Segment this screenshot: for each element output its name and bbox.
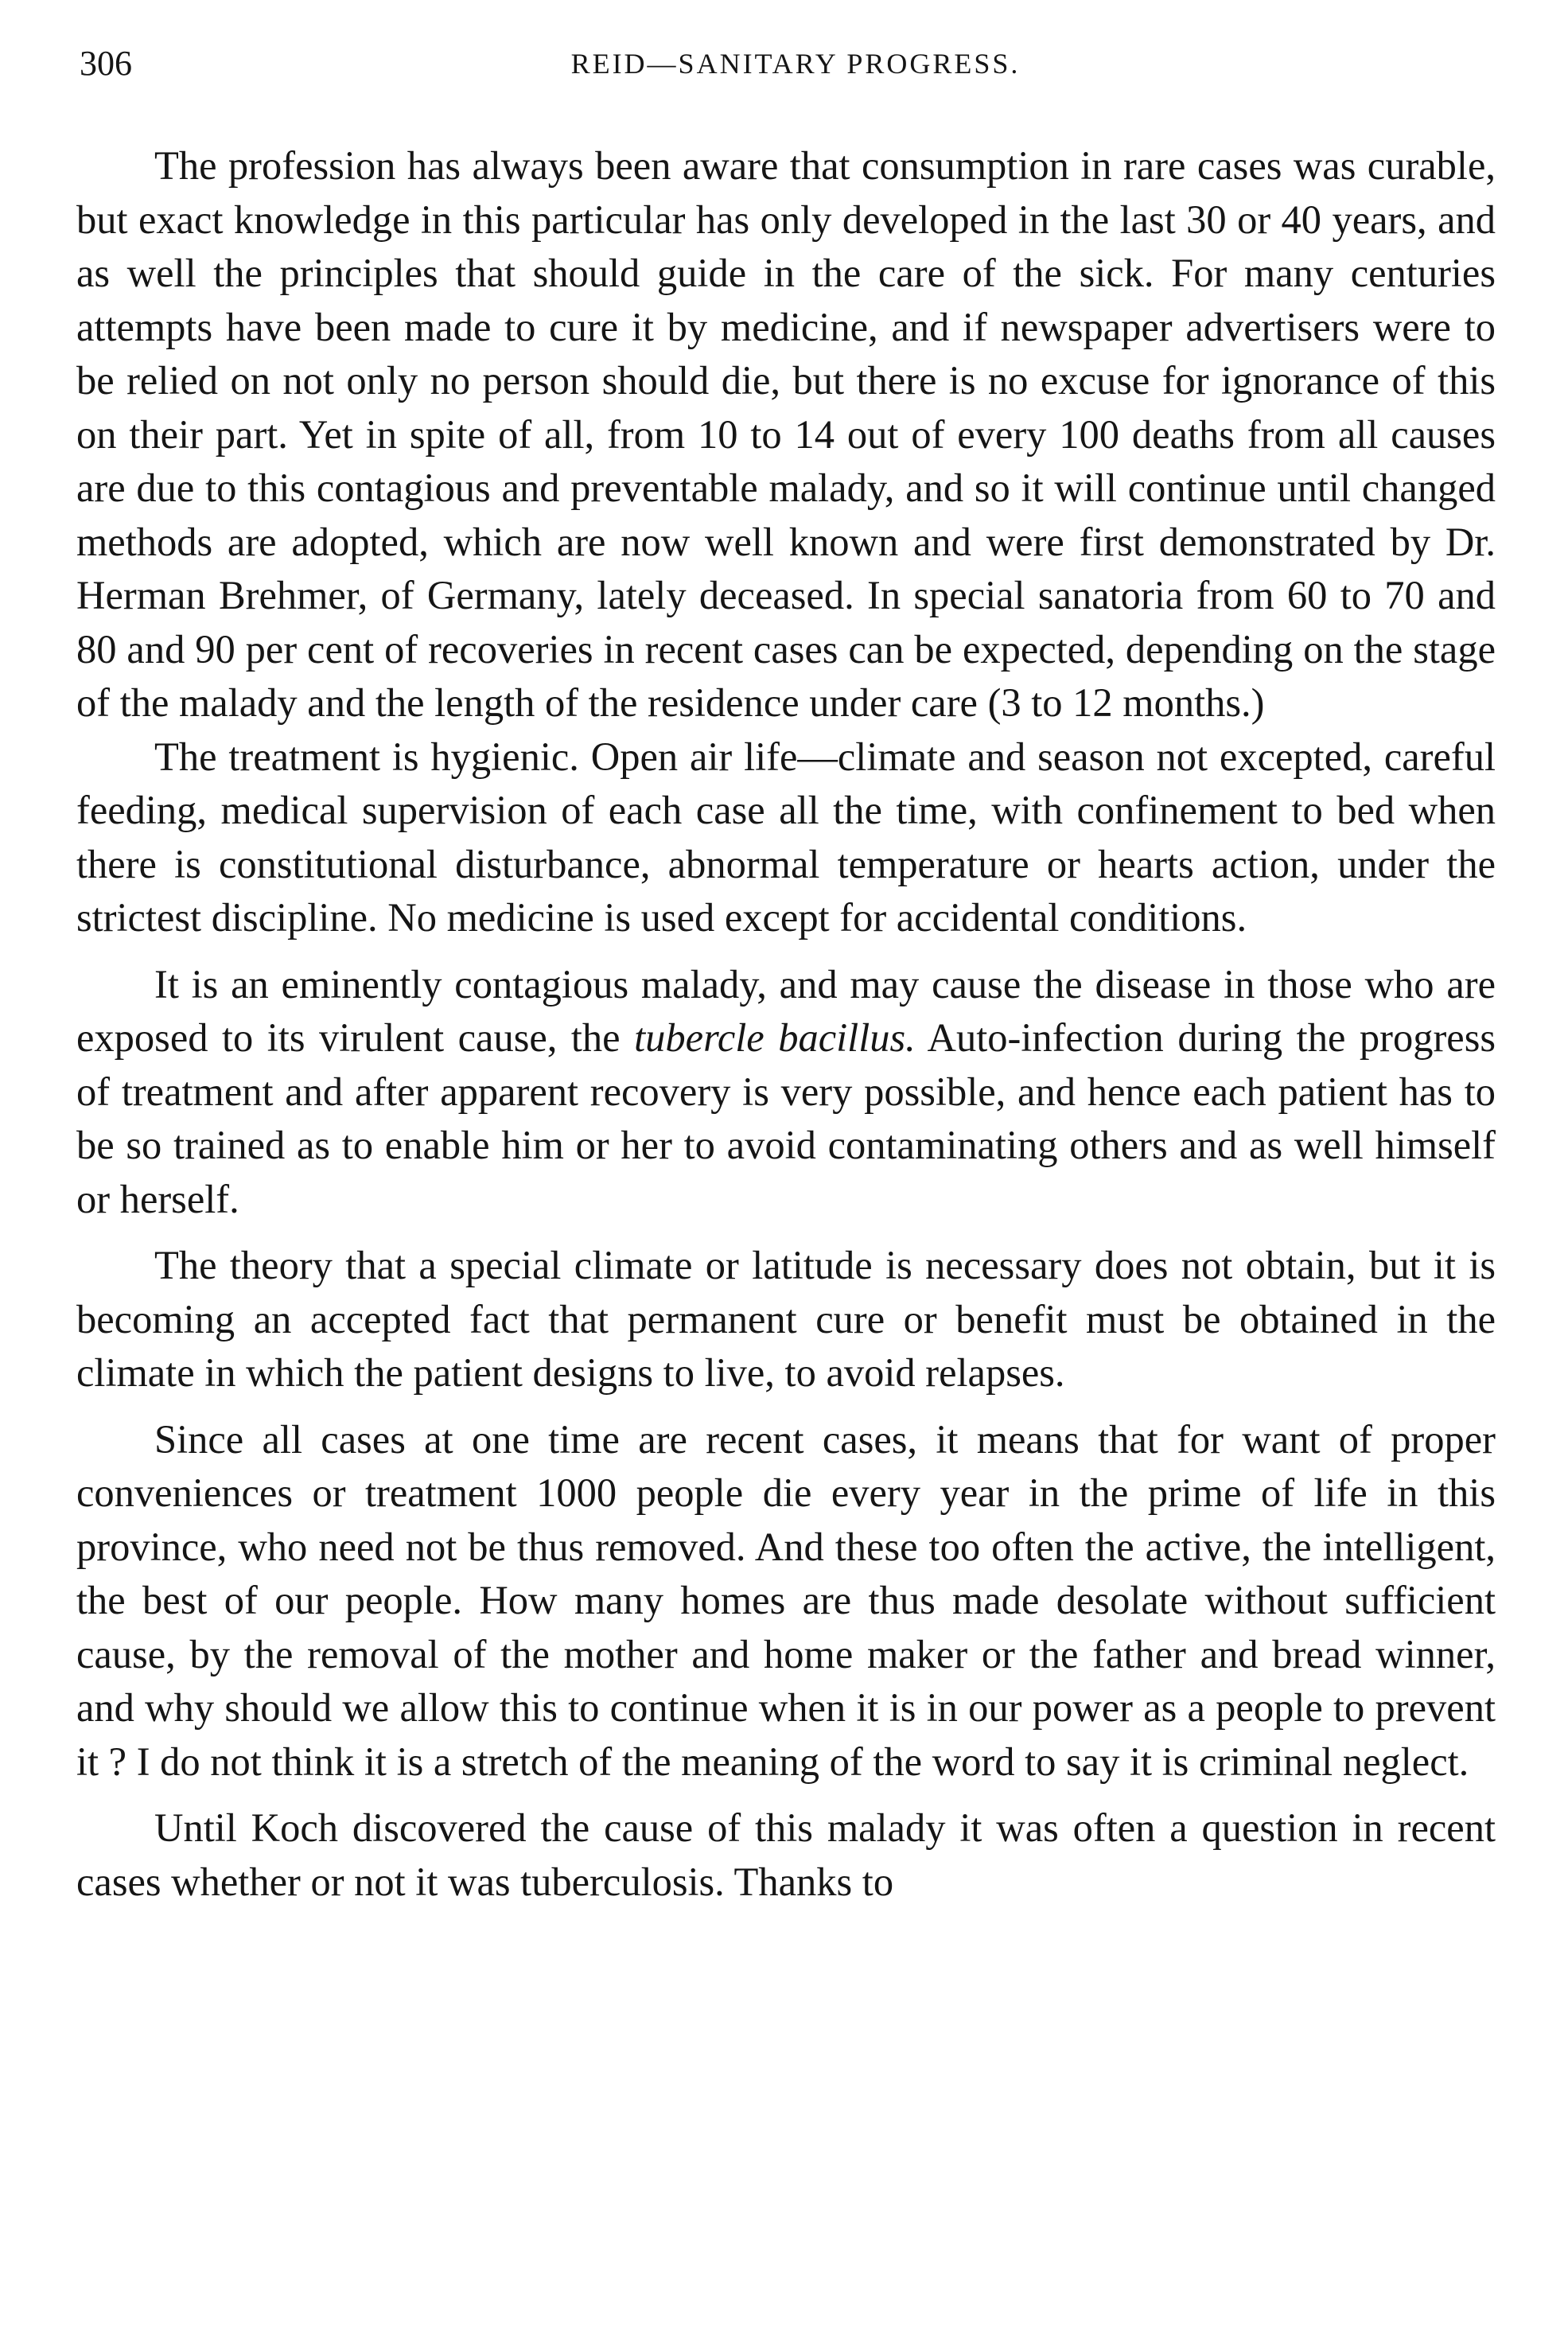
paragraph-contagious-part-1: It is an eminently contagious malady, and may cause the disease in those who are exposed to its virulent cause, the	[76, 961, 1496, 1060]
paragraph-treatment-hygienic: The treatment is hygienic. Open air life—climate and season not excepted, careful feeding, medical supervision of each case all the time, with confinement to bed when there is constitutional disturbance, abnormal temperature or hearts action, under the strictest discipline. No medicine is used except for accidental conditions.	[76, 734, 1496, 940]
paragraph-climate-theory: The theory that a special climate or latitude is necessary does not obtain, but it is becoming an accepted fact that permanent cure or benefit must be obtained in the climate in which the patient designs to live, to avoid relapses.	[76, 1243, 1496, 1395]
paragraph-consumption-curable: The profession has always been aware that consumption in rare cases was curable, but exact knowledge in this particular has only developed in the last 30 or 40 years, and as well the principles that should guide in the care of the sick. For many centuries attempts have been made to cure it by medicine, and if newspaper advertisers were to be relied on not only no person should die, but there is no excuse for ignorance of this on their part. Yet in spite of all, from 10 to 14 out of every 100 deaths from all causes are due to this contagious and preventable malady, and so it will continue until changed methods are adopted, which are now well known and were first demonstrated by Dr. Herman Brehmer, of Germany, lately deceased. In special sanatoria from 60 to 70 and 80 and 90 per cent of recoveries in recent cases can be expected, depending on the stage of the malady and the length of the residence under care (3 to 12 months.)	[76, 143, 1496, 725]
paragraph-koch-discovery: Until Koch discovered the cause of this malady it was often a question in recent cases whether or not it was tuberculosis. Thanks to	[76, 1805, 1496, 1904]
body-text	[76, 139, 1496, 1909]
page-header	[80, 40, 1496, 88]
page-number: 306	[80, 44, 132, 83]
paragraph-contagious-part-2: Auto-infection during the progress of treatment and after apparent recovery is very possible, and hence each patient has to be so trained as to enable him or her to avoid contaminating others and as well himself or herself.	[76, 1015, 1496, 1221]
running-head: REID—SANITARY PROGRESS.	[570, 48, 1021, 80]
paragraph-contagious-malady	[76, 958, 1496, 1227]
tubercle-bacillus-term: tubercle bacillus.	[634, 1015, 916, 1060]
paragraph-recent-cases: Since all cases at one time are recent cases, it means that for want of proper conveniences or treatment 1000 people die every year in the prime of life in this province, who need not be thus removed. And these too often the active, the intelligent, the best of our people. How many homes are thus made desolate without sufficient cause, by the removal of the mother and home maker or the father and bread winner, and why should we allow this to continue when it is in our power as a people to prevent it ? I do not think it is a stretch of the meaning of the word to say it is criminal neglect.	[76, 1416, 1496, 1784]
